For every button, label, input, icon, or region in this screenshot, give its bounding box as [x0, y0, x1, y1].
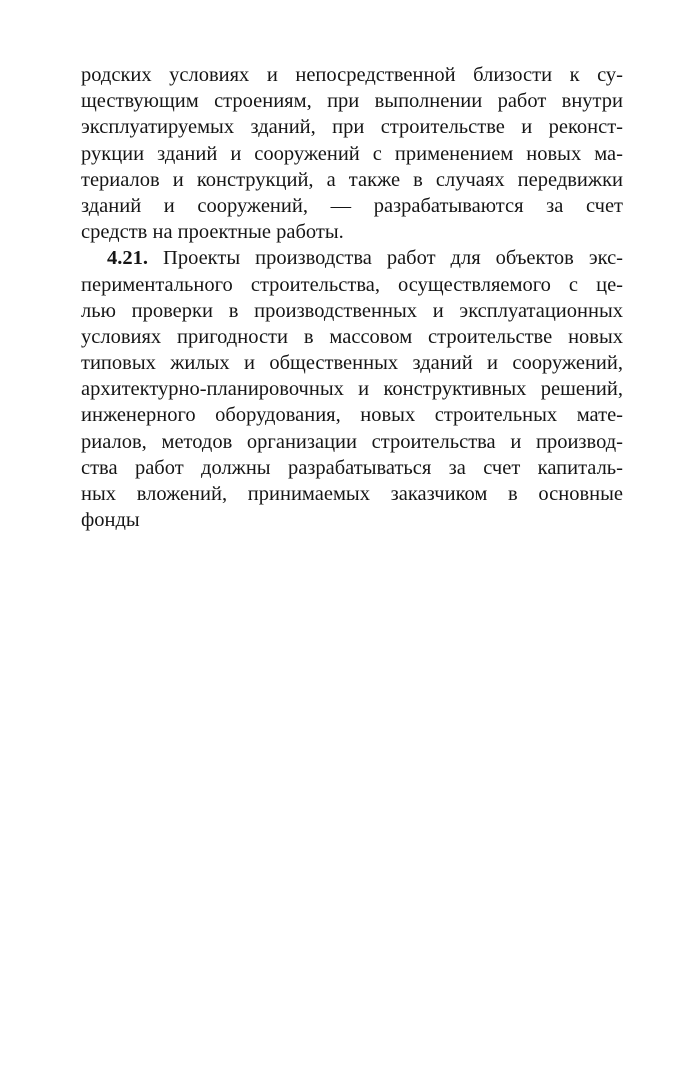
text-line: териалов и конструкций, а также в случаях передвижки: [81, 168, 623, 191]
text-line: типовых жилых и общественных зданий и сооружений,: [81, 352, 623, 375]
text-line: зданий и сооружений, — разрабатываются за счет: [81, 194, 623, 217]
text-line: средств на проектные работы.: [81, 221, 344, 244]
clause-4-21: [81, 245, 623, 533]
text-line: инженерного оборудования, новых строительных мате-: [81, 404, 623, 427]
text-line: архитектурно-планировочных и конструктивных решений,: [81, 378, 623, 401]
text-line: фонды: [81, 509, 140, 532]
paragraph-continuation: [81, 62, 623, 245]
clause-number: 4.21.: [107, 247, 148, 270]
document-text: [81, 62, 623, 533]
clause-first-line: [81, 245, 623, 271]
text-line: условиях пригодности в массовом строительстве новых: [81, 325, 623, 348]
text-line: риалов, методов организации строительства и производ-: [81, 430, 623, 453]
text-line: ства работ должны разрабатываться за счет капиталь-: [81, 456, 623, 479]
text-line: ществующим строениям, при выполнении работ внутри: [81, 90, 623, 113]
text-line: эксплуатируемых зданий, при строительстве и реконст-: [81, 116, 623, 139]
text-line: рукции зданий и сооружений с применением новых ма-: [81, 142, 623, 165]
text-line: лью проверки в производственных и эксплуатационных: [81, 299, 623, 322]
clause-first-line-text: Проекты производства работ для объектов экс-: [163, 247, 624, 270]
text-line: родских условиях и непосредственной близости к су-: [81, 64, 623, 86]
text-line: периментального строительства, осуществляемого с це-: [81, 273, 623, 296]
text-line: ных вложений, принимаемых заказчиком в основные: [81, 483, 623, 505]
